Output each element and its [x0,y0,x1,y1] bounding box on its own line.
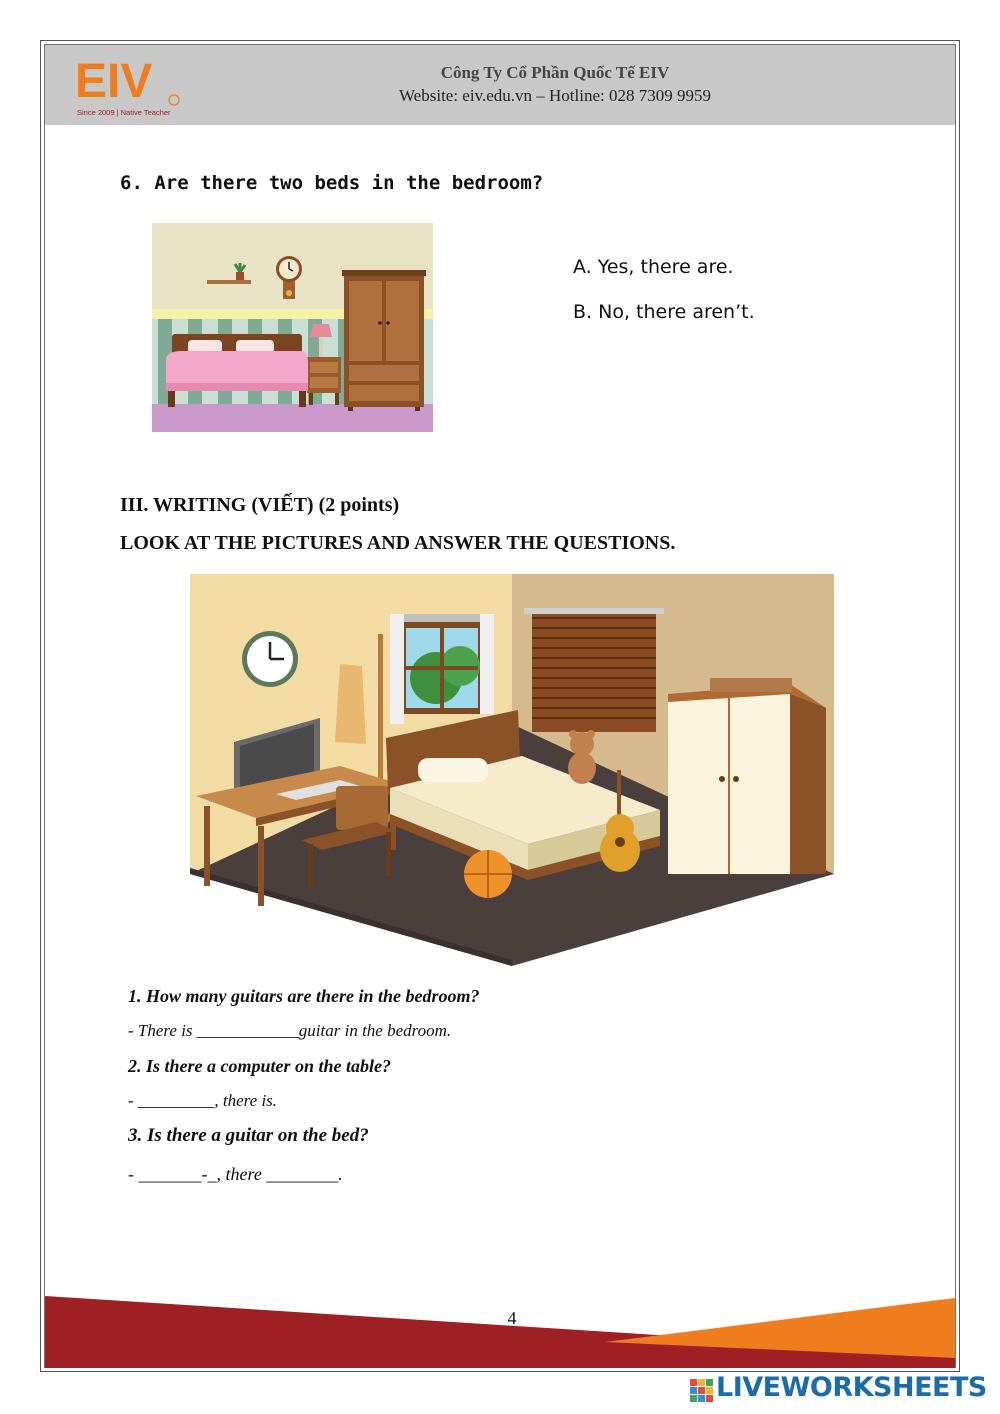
writing-question-3: 3. Is there a guitar on the bed? [128,1125,369,1146]
writing-question-1: 1. How many guitars are there in the bedroom? [128,986,480,1006]
wardrobe-large [668,678,826,874]
svg-text:Since 2009 | Native Teacher: Since 2009 | Native Teacher [77,108,171,117]
teddy-bear [568,730,596,784]
writing-answer-3[interactable]: - _______-_, there ________. [128,1164,343,1184]
wardrobe [342,270,426,411]
option-b[interactable]: B. No, there aren’t. [573,301,755,323]
liveworksheets-icon [690,1376,714,1408]
wall-clock-large [242,631,298,687]
bedroom-picture-large [190,574,834,966]
question-6: 6. Are there two beds in the bedroom? [120,172,544,194]
page-header [45,45,955,125]
website-hotline: Website: eiv.edu.vn – Hotline: 028 7309 9959 [399,86,711,105]
company-name: Công Ty Cổ Phần Quốc Tế EIV [440,63,670,82]
bedroom-picture-small [152,223,433,432]
writing-answer-2[interactable]: - _________, there is. [128,1091,278,1110]
section-instruction: LOOK AT THE PICTURES AND ANSWER THE QUESTIONS. [120,532,676,554]
page-number: 4 [507,1308,517,1328]
basketball [464,850,512,898]
footer-band [45,1296,955,1368]
writing-answer-1[interactable]: - There is ____________guitar in the bedroom. [128,1021,452,1040]
svg-text:EIV: EIV [75,55,153,108]
writing-question-2: 2. Is there a computer on the table? [128,1056,392,1076]
option-a[interactable]: A. Yes, there are. [573,256,734,278]
section-title: III. WRITING (VIẾT) (2 points) [120,494,400,516]
eiv-logo [73,53,183,119]
window-blinds [524,608,664,732]
window [390,614,494,724]
liveworksheets-brand[interactable]: LIVEWORKSHEETS [716,1372,987,1403]
